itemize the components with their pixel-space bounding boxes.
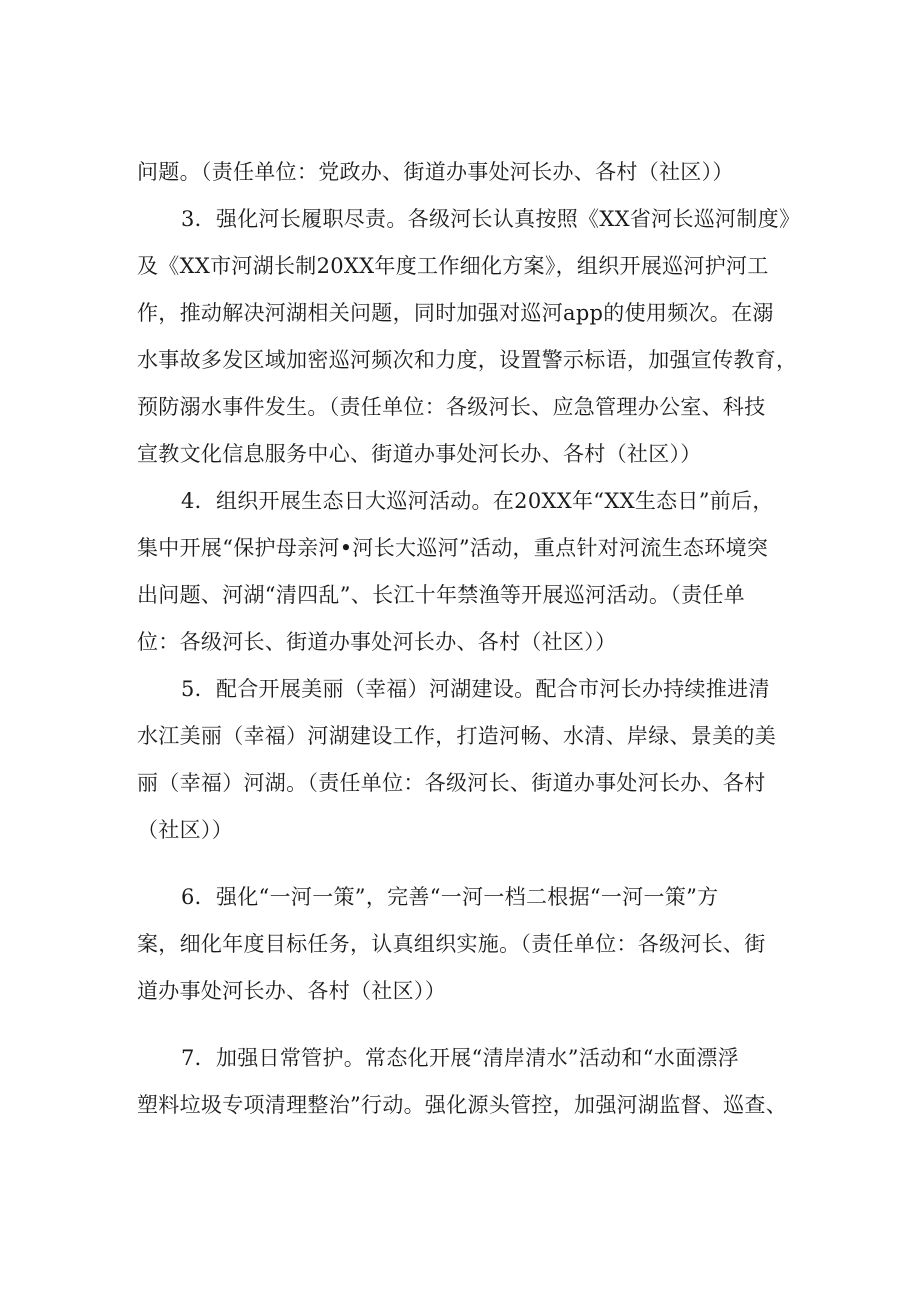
paragraph-line: 6．强化“一河一策”，完善“一河一档二根据“一河一策”方 [181,885,719,909]
paragraph-line: 案，细化年度目标任务，认真组织实施。（责任单位：各级河长、街 [137,932,766,956]
paragraph-line: 水事故多发区域加密巡河频次和力度，设置警示标语，加强宣传教育， [137,348,798,372]
paragraph-line: 5．配合开展美丽（幸福）河湖建设。配合市河长办持续推进清 [181,677,770,701]
paragraph-line: 及《XX市河湖长制20XX年度工作细化方案》，组织开展巡河护河工 [137,254,769,278]
paragraph-line: 塑料垃圾专项清理整治”行动。强化源头管控，加强河湖监督、巡查、 [137,1093,788,1117]
paragraph-line: 作，推动解决河湖相关问题，同时加强对巡河app的使用频次。在溺 [137,301,774,325]
paragraph-line: 道办事处河长办、各村（社区）） [137,979,446,1003]
paragraph-line: （社区）） [137,818,233,842]
paragraph-line: 问题。（责任单位：党政办、街道办事处河长办、各村（社区）） [137,160,734,184]
paragraph-line: 水江美丽（幸福）河湖建设工作，打造河畅、水清、岸绿、景美的美 [137,724,776,748]
paragraph-line: 出问题、河湖“清四乱”、长江十年禁渔等开展巡河活动。（责任单 [137,583,745,607]
paragraph-line: 预防溺水事件发生。（责任单位：各级河长、应急管理办公室、科技 [137,395,766,419]
paragraph-line: 4．组织开展生态日大巡河活动。在20XX年“XX生态日”前后， [181,489,774,513]
paragraph-line: 集中开展“保护母亲河•河长大巡河”活动，重点针对河流生态环境突 [137,536,769,560]
paragraph-line: 3．强化河长履职尽责。各级河长认真按照《XX省河长巡河制度》 [181,207,801,231]
paragraph-line: 宣教文化信息服务中心、街道办事处河长办、各村（社区）） [137,442,702,466]
paragraph-line: 7．加强日常管护。常态化开展“清岸清水”活动和“水面漂浮 [181,1046,739,1070]
paragraph-line: 丽（幸福）河湖。（责任单位：各级河长、街道办事处河长办、各村 [137,771,766,795]
paragraph-line: 位：各级河长、街道办事处河长办、各村（社区）） [137,630,617,654]
